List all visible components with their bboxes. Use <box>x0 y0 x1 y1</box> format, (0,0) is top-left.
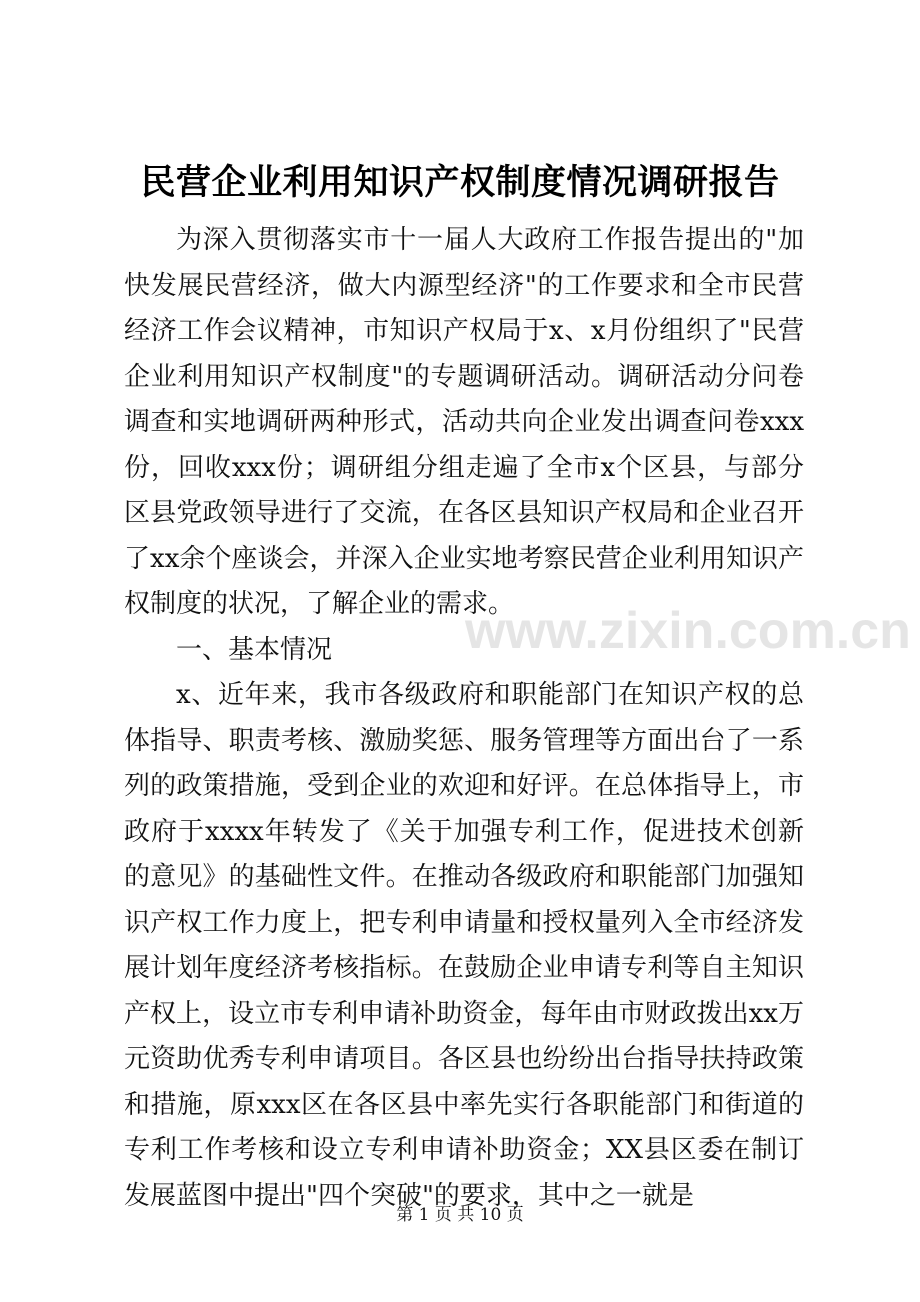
section-heading: 一、基本情况 <box>176 634 333 665</box>
page-footer <box>0 1203 920 1227</box>
section-paragraph: x、近年来，我市各级政府和职能部门在知识产权的总体指导、职责考核、激励奖惩、服务管理等方面出台了一系列的政策措施，受到企业的欢迎和好评。在总体指导上，市政府于xxxx年转发了《关于加强专利工作，促进技术创新的意见》的基础性文件。在推动各级政府和职能部门加强知识产权工作力度上，把专利申请量和授权量列入全市经济发展计划年度经济考核指标。在鼓励企业申请专利等自主知识产权上，设立市专利申请补助资金，每年由市财政拨出xx万元资助优秀专利申请项目。各区县也纷纷出台指导扶持政策和措施，原xxx区在各区县中率先实行各职能部门和街道的专利工作考核和设立专利申请补助资金；XX县区委在制订发展蓝图中提出"四个突破"的要求，其中之一就是 <box>124 680 804 1211</box>
watermark: www.zixin.com.cn <box>465 602 911 660</box>
page-number: 第 1 页 <box>396 1205 452 1225</box>
intro-paragraph: 为深入贯彻落实市十一届人大政府工作报告提出的"加快发展民营经济，做大内源型经济"的工作要求和全市民营经济工作会议精神，市知识产权局于x、x月份组织了"民营企业利用知识产权制度"的专题调研活动。调研活动分问卷调查和实地调研两种形式，活动共向企业发出调查问卷xxx份，回收xxx份；调研组分组走遍了全市x个区县，与部分区县党政领导进行了交流，在各区县知识产权局和企业召开了xx余个座谈会，并深入企业实地考察民营企业利用知识产权制度的状况，了解企业的需求。 <box>124 225 804 619</box>
document-title: 民营企业利用知识产权制度情况调研报告 <box>140 162 780 203</box>
page-total: 共 10 页 <box>457 1205 524 1225</box>
document-body <box>124 218 911 1219</box>
